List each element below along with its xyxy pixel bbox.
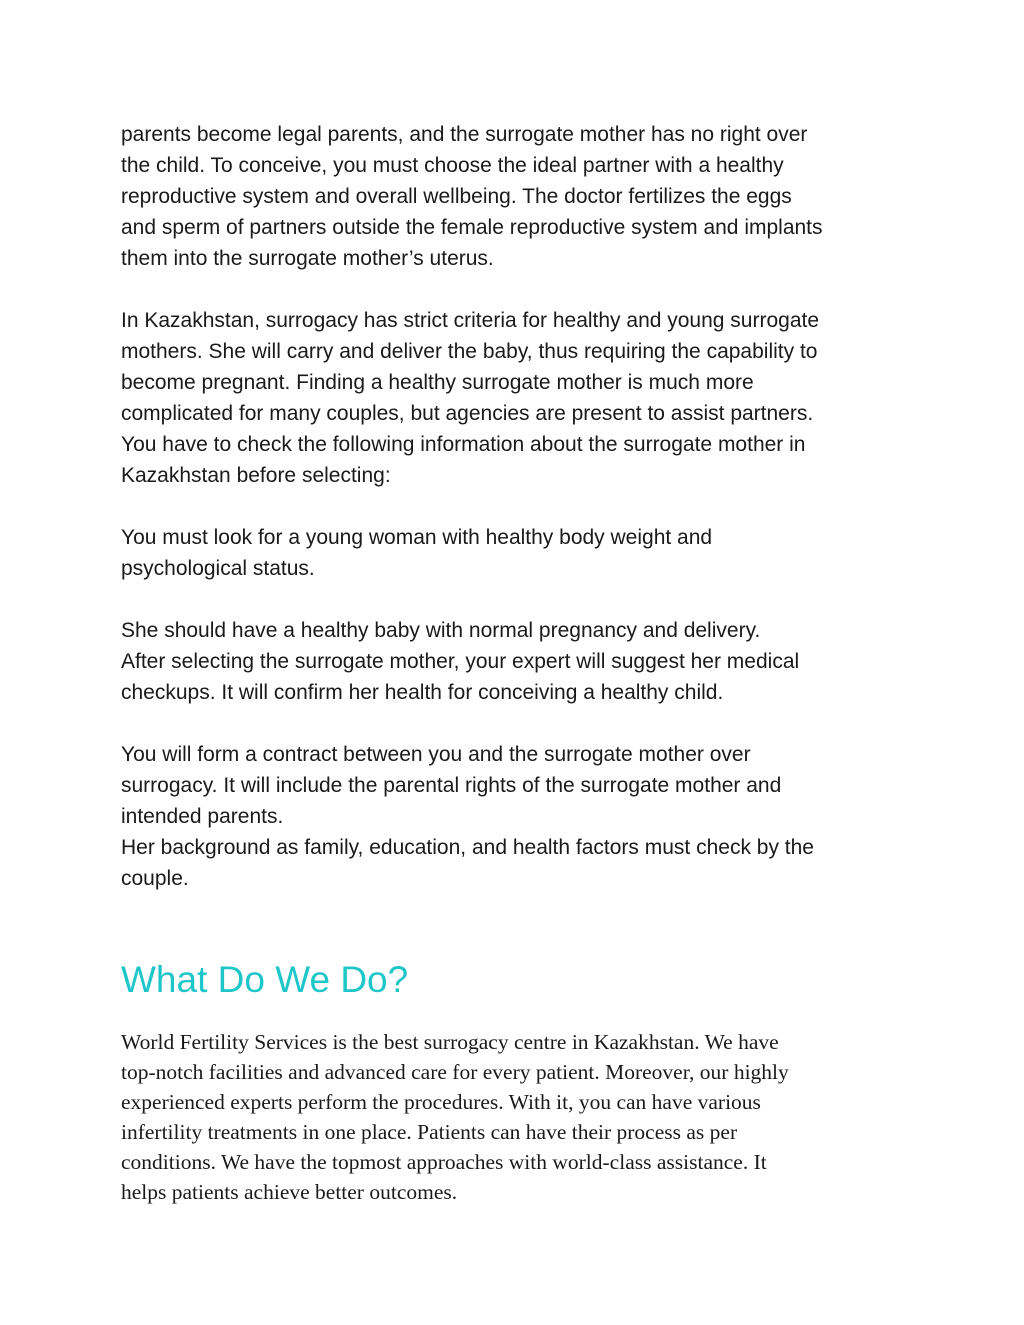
body-paragraph-1: parents become legal parents, and the surrogate mother has no right over the child. To conceive, you must choose the ideal partner with a healthy reproductive system and overall wellbeing. The doctor fertilizes the eggs and sperm of partners outside the female reproductive system and implants them into the surrogate mother’s uterus. [121,123,823,270]
body-paragraph-2: In Kazakhstan, surrogacy has strict criteria for healthy and young surrogate mothers. She will carry and deliver the baby, thus requiring the capability to become pregnant. Finding a healthy surrogate mother is much more complicated for many couples, but agencies are present to assist partners. You have to check the following information about the surrogate mother in Kazakhstan before selecting: [121,309,820,487]
section-heading: What Do We Do? [121,959,409,1000]
body-paragraph-3: You must look for a young woman with healthy body weight and psychological status. [121,526,713,580]
body-paragraph-5: You will form a contract between you and the surrogate mother over surrogacy. It will include the parental rights of the surrogate mother and intended parents. Her background as family, education, and health factors must check by the couple. [121,743,814,890]
section-paragraph: World Fertility Services is the best surrogacy centre in Kazakhstan. We have top-notch facilities and advanced care for every patient. Moreover, our highly experienced experts perform the procedures. With it, you can have various infertility treatments in one place. Patients can have their process as per conditions. We have the topmost approaches with world-class assistance. It helps patients achieve better outcomes. [121,1030,789,1204]
document-page [121,119,911,1204]
body-paragraph-4: She should have a healthy baby with normal pregnancy and delivery. After selecting the surrogate mother, your expert will suggest her medical checkups. It will confirm her health for conceiving a healthy child. [121,619,800,704]
